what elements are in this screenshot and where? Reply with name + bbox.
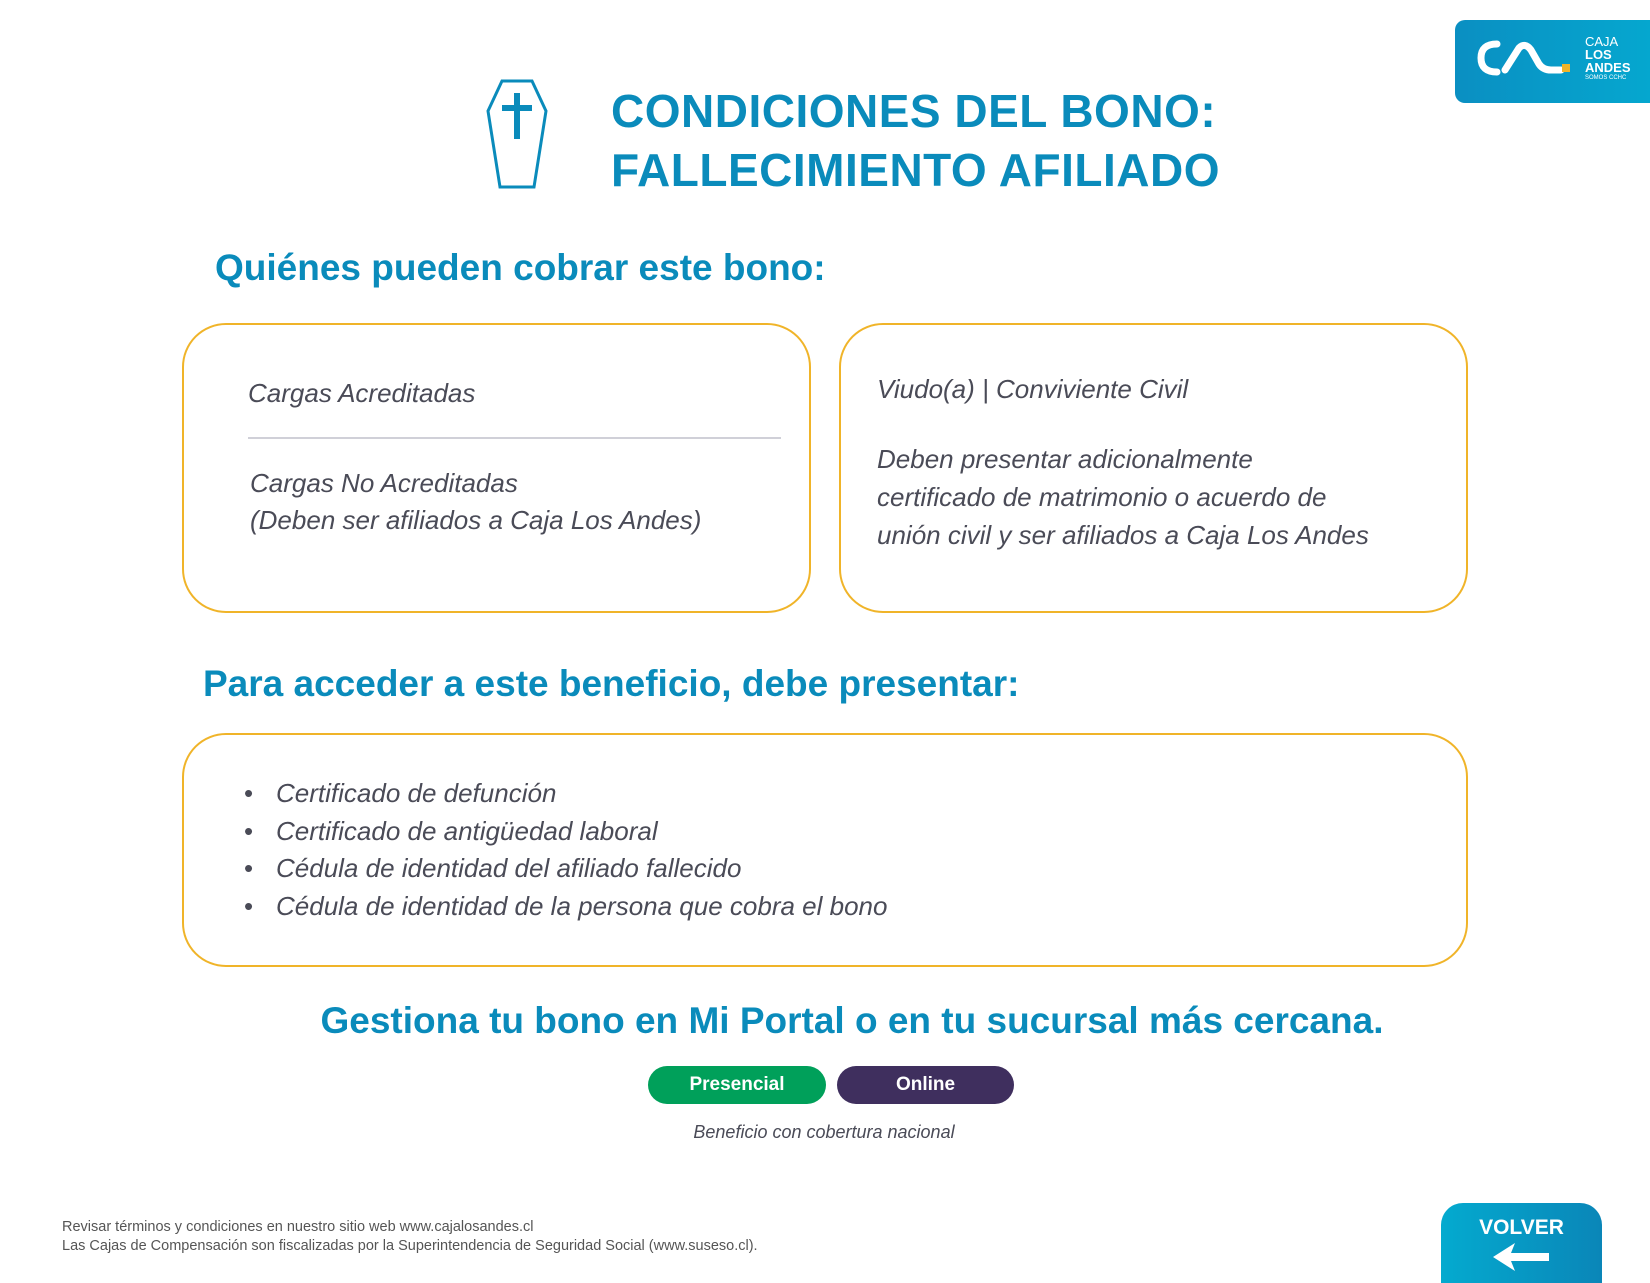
list-item: • Certificado de defunción [244,778,557,808]
requirements-heading: Para acceder a este beneficio, debe presentar: [203,663,1020,704]
title-line2: FALLECIMIENTO AFILIADO [611,144,1220,196]
divider [248,437,781,439]
coverage-note: Beneficio con cobertura nacional [693,1122,955,1142]
page-title [611,82,1220,200]
cargas-no-acreditadas: Cargas No Acreditadas [250,468,518,498]
beneficiaries-box-viudo [839,323,1468,613]
who-can-claim-heading: Quiénes pueden cobrar este bono: [215,247,826,288]
volver-label: VOLVER [1479,1216,1564,1239]
caja-los-andes-logo[interactable] [1455,20,1650,103]
arrow-left-icon [1493,1243,1551,1271]
presencial-button[interactable]: Presencial [648,1066,826,1104]
requirements-box [182,733,1468,967]
logo-tagline: SOMOS CCHC [1585,75,1627,81]
title-line1: CONDICIONES DEL BONO: [611,85,1217,137]
footer-terms: Revisar términos y condiciones en nuestro sitio web www.cajalosandes.cl [62,1219,534,1235]
cargas-no-acreditadas-note: (Deben ser afiliados a Caja Los Andes) [250,505,702,535]
cargas-acreditadas: Cargas Acreditadas [248,378,476,408]
footer-supervision: Las Cajas de Compensación son fiscalizadas por la Superintendencia de Seguridad Social (www.suseso.cl). [62,1238,758,1254]
viudo-conviviente: Viudo(a) | Conviviente Civil [877,374,1189,404]
logo-caja: CAJA [1585,34,1619,49]
logo-andes: ANDES [1585,60,1631,75]
viudo-note-line1: Deben presentar adicionalmente [877,444,1253,474]
list-item: • Cédula de identidad de la persona que cobra el bono [244,890,888,921]
cta-heading: Gestiona tu bono en Mi Portal o en tu sucursal más cercana. [320,1000,1384,1041]
list-item: • Cédula de identidad del afiliado fallecido [244,853,742,884]
beneficiaries-box-cargas [182,323,811,613]
list-item: • Certificado de antigüedad laboral [244,815,658,846]
logo-mark-icon [1475,38,1570,78]
viudo-note-line3: unión civil y ser afiliados a Caja Los Andes [877,520,1369,550]
online-button[interactable]: Online [837,1066,1014,1104]
viudo-note-line2: certificado de matrimonio o acuerdo de [877,482,1327,512]
volver-button[interactable] [1441,1203,1602,1283]
coffin-cross-icon [484,79,550,191]
logo-los: LOS [1585,47,1612,62]
